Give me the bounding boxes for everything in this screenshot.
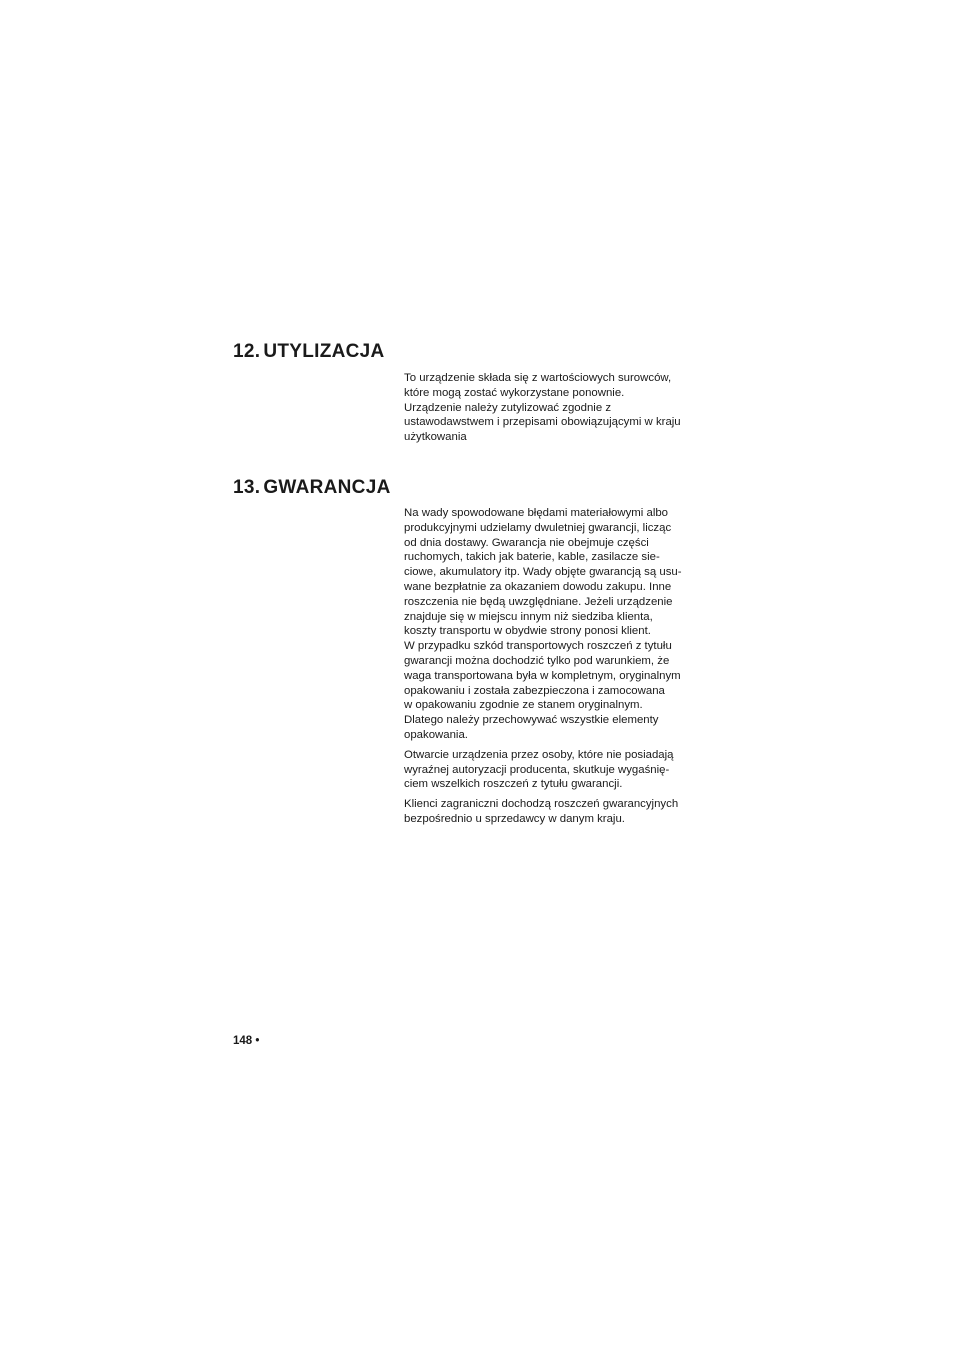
text-line: bezpośrednio u sprzedawcy w danym kraju. <box>404 812 625 825</box>
text-line: To urządzenie składa się z wartościowych surowców, <box>404 372 672 384</box>
section-body-utylizacja <box>404 371 696 450</box>
section-title: UTYLIZACJA <box>263 341 385 362</box>
section-body-gwarancja <box>404 506 696 832</box>
text-line: od dnia dostawy. Gwarancja nie obejmuje części <box>404 536 649 549</box>
text-line: znajduje się w miejscu innym niż siedziba klienta, <box>404 610 653 623</box>
text-line: ciem wszelkich roszczeń z tytułu gwarancji. <box>404 778 623 791</box>
text-line: Na wady spowodowane błędami materiałowymi albo <box>404 507 669 519</box>
section-number: 13. <box>233 477 261 498</box>
text-line: waga transportowana była w kompletnym, oryginalnym <box>404 669 681 682</box>
text-line: w opakowaniu zgodnie ze stanem oryginalnym. <box>404 699 643 712</box>
page-number: 148 • <box>233 1035 260 1047</box>
section-heading-utylizacja <box>233 341 385 363</box>
text-line: Klienci zagraniczni dochodzą roszczeń gwarancyjnych <box>404 798 679 811</box>
text-line: wyraźnej autoryzacji producenta, skutkuje wygaśnię- <box>404 763 670 776</box>
text-line: Otwarcie urządzenia przez osoby, które nie posiadają <box>404 748 674 761</box>
text-line: ciowe, akumulatory itp. Wady objęte gwarancją są usu- <box>404 566 682 579</box>
paragraph <box>404 797 696 827</box>
section-number: 12. <box>233 341 261 362</box>
text-line: ruchomych, takich jak baterie, kable, zasilacze sie- <box>404 551 660 564</box>
section-heading-gwarancja <box>233 477 391 499</box>
text-line: które mogą zostać wykorzystane ponownie. <box>404 386 625 399</box>
text-line: opakowania. <box>404 728 468 741</box>
text-line: opakowaniu i została zabezpieczona i zamocowana <box>404 684 665 697</box>
text-line: Urządzenie należy zutylizować zgodnie z <box>404 401 612 414</box>
section-title: GWARANCJA <box>263 477 391 498</box>
text-line: produkcyjnymi udzielamy dwuletniej gwarancji, licząc <box>404 521 672 534</box>
text-line: W przypadku szkód transportowych roszczeń z tytułu <box>404 640 672 653</box>
text-line: roszczenia nie będą uwzględniane. Jeżeli urządzenie <box>404 595 673 608</box>
text-line: gwarancji można dochodzić tylko pod warunkiem, że <box>404 654 670 667</box>
text-line: koszty transportu w obydwie strony ponosi klient. <box>404 625 651 638</box>
paragraph <box>404 371 696 445</box>
paragraph <box>404 506 696 743</box>
paragraph <box>404 748 696 792</box>
text-line: Dlatego należy przechowywać wszystkie elementy <box>404 714 659 727</box>
text-line: wane bezpłatnie za okazaniem dowodu zakupu. Inne <box>404 580 672 593</box>
text-line: użytkowania <box>404 431 467 444</box>
text-line: ustawodawstwem i przepisami obowiązującymi w kraju <box>404 416 681 429</box>
